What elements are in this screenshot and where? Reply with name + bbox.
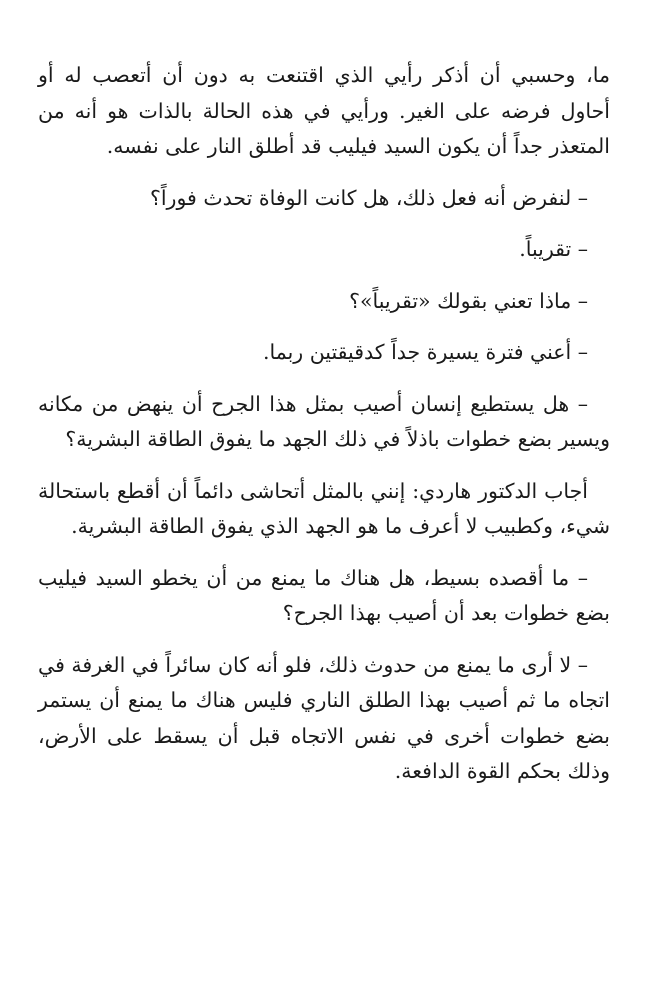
paragraph-dialogue: – تقريباً. [519,237,588,261]
paragraph-dialogue: – لنفرض أنه فعل ذلك، هل كانت الوفاة تحدث فوراً؟ [149,185,588,210]
paragraph-narration: أجاب الدكتور هاردي: إنني بالمثل أتحاشى دائماً أن أقطع باستحالة شيء، وكطبيب لا أعرف ما هو الجهد الذي يفوق الطاقة البشرية. [38,478,610,538]
paragraph-dialogue: – ماذا تعني بقولك «تقريباً»؟ [349,288,588,313]
paragraph-continuation: ما، وحسبي أن أذكر رأيي الذي اقتنعت به دون أن أتعصب له أو أحاول فرضه على الغير. ورأيي في هذه الحالة بالذات هو أنه من المتعذر جداً أن يكون السيد فيليب قد أطلق النار على نفسه. [38,63,610,158]
paragraph-dialogue: – لا أرى ما يمنع من حدوث ذلك، فلو أنه كان سائراً في الغرفة في اتجاه ما ثم أصيب بهذا الطلق الناري فليس هناك ما يمنع أن يستمر بضع خطوات أخرى في نفس الاتجاه قبل أن يسقط على الأرض، وذلك بحكم القوة الدافعة. [38,652,610,783]
paragraph-dialogue: – ما أقصده بسيط، هل هناك ما يمنع من أن يخطو السيد فيليب بضع خطوات بعد أن أصيب بهذا الجرح؟ [38,565,610,625]
book-page [38,58,610,806]
paragraph-dialogue: – أعني فترة يسيرة جداً كدقيقتين ربما. [262,340,588,364]
paragraph-dialogue: – هل يستطيع إنسان أصيب بمثل هذا الجرح أن ينهض من مكانه ويسير بضع خطوات باذلاً في ذلك الجهد ما يفوق الطاقة البشرية؟ [38,391,610,451]
